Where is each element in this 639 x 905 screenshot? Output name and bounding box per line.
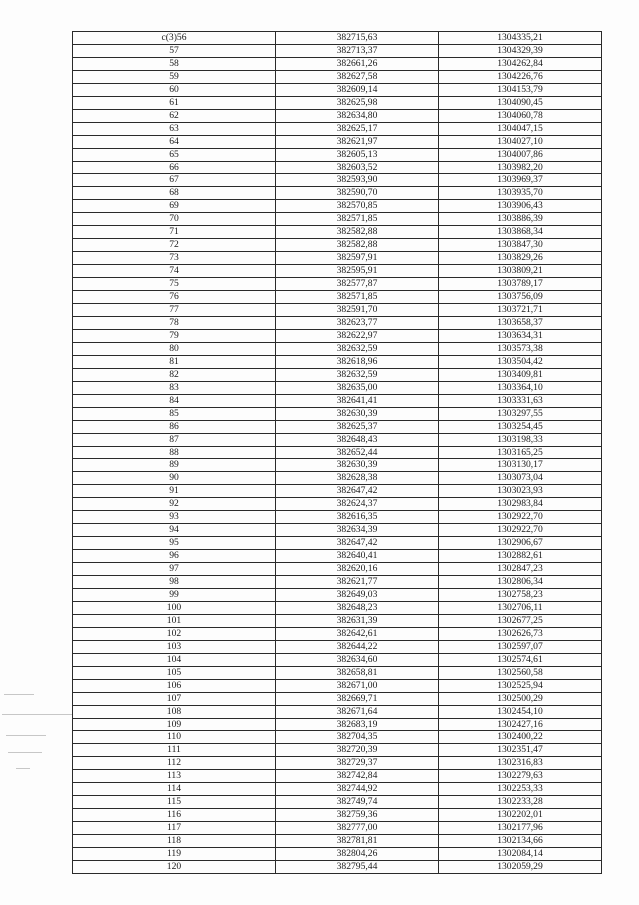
y-coordinate-cell: 1304047,15 [439,122,602,135]
x-coordinate-cell: 382597,91 [276,252,439,265]
point-number-cell: 93 [73,511,276,524]
table-row [73,394,602,407]
x-coordinate-cell: 382647,42 [276,537,439,550]
table-row [73,433,602,446]
x-coordinate-cell: 382595,91 [276,265,439,278]
point-number-cell: 113 [73,770,276,783]
table-row [73,109,602,122]
point-number-cell: 84 [73,394,276,407]
y-coordinate-cell: 1303634,31 [439,329,602,342]
x-coordinate-cell: 382658,81 [276,666,439,679]
y-coordinate-cell: 1303868,34 [439,226,602,239]
point-number-cell: 91 [73,485,276,498]
x-coordinate-cell: 382777,00 [276,822,439,835]
x-coordinate-cell: 382630,39 [276,459,439,472]
table-row [73,640,602,653]
x-coordinate-cell: 382781,81 [276,835,439,848]
table-row [73,265,602,278]
table-row [73,731,602,744]
table-row [73,122,602,135]
point-number-cell: 72 [73,239,276,252]
y-coordinate-cell: 1303721,71 [439,304,602,317]
table-row [73,368,602,381]
point-number-cell: 67 [73,174,276,187]
x-coordinate-cell: 382621,97 [276,135,439,148]
table-row [73,588,602,601]
x-coordinate-cell: 382652,44 [276,446,439,459]
y-coordinate-cell: 1302597,07 [439,640,602,653]
x-coordinate-cell: 382623,77 [276,316,439,329]
point-number-cell: 59 [73,70,276,83]
y-coordinate-cell: 1303809,21 [439,265,602,278]
x-coordinate-cell: 382618,96 [276,355,439,368]
table-row [73,213,602,226]
table-row [73,692,602,705]
x-coordinate-cell: 382715,63 [276,32,439,45]
y-coordinate-cell: 1303906,43 [439,200,602,213]
point-number-cell: 73 [73,252,276,265]
y-coordinate-cell: 1304329,39 [439,44,602,57]
y-coordinate-cell: 1302806,34 [439,576,602,589]
x-coordinate-cell: 382671,64 [276,705,439,718]
x-coordinate-cell: 382631,39 [276,614,439,627]
point-number-cell: 75 [73,278,276,291]
point-number-cell: 109 [73,718,276,731]
point-number-cell: 101 [73,614,276,627]
point-number-cell: 87 [73,433,276,446]
point-number-cell: 115 [73,796,276,809]
table-row [73,446,602,459]
x-coordinate-cell: 382621,77 [276,576,439,589]
point-number-cell: с(3)56 [73,32,276,45]
y-coordinate-cell: 1303331,63 [439,394,602,407]
x-coordinate-cell: 382683,19 [276,718,439,731]
y-coordinate-cell: 1302560,58 [439,666,602,679]
y-coordinate-cell: 1303573,38 [439,342,602,355]
point-number-cell: 103 [73,640,276,653]
table-row [73,550,602,563]
y-coordinate-cell: 1304335,21 [439,32,602,45]
point-number-cell: 112 [73,757,276,770]
table-row [73,200,602,213]
point-number-cell: 95 [73,537,276,550]
x-coordinate-cell: 382669,71 [276,692,439,705]
table-row [73,316,602,329]
scan-artifact [4,694,34,695]
point-number-cell: 60 [73,83,276,96]
point-number-cell: 90 [73,472,276,485]
x-coordinate-cell: 382622,97 [276,329,439,342]
x-coordinate-cell: 382647,42 [276,485,439,498]
point-number-cell: 81 [73,355,276,368]
table-row [73,161,602,174]
x-coordinate-cell: 382590,70 [276,187,439,200]
x-coordinate-cell: 382625,17 [276,122,439,135]
y-coordinate-cell: 1302202,01 [439,809,602,822]
scan-artifact [8,752,42,753]
x-coordinate-cell: 382644,22 [276,640,439,653]
y-coordinate-cell: 1302134,66 [439,835,602,848]
table-row [73,796,602,809]
point-number-cell: 68 [73,187,276,200]
y-coordinate-cell: 1304262,84 [439,57,602,70]
table-row [73,459,602,472]
y-coordinate-cell: 1302906,67 [439,537,602,550]
y-coordinate-cell: 1304027,10 [439,135,602,148]
point-number-cell: 74 [73,265,276,278]
table-row [73,718,602,731]
table-row [73,563,602,576]
point-number-cell: 89 [73,459,276,472]
point-number-cell: 111 [73,744,276,757]
x-coordinate-cell: 382571,85 [276,291,439,304]
y-coordinate-cell: 1302253,33 [439,783,602,796]
x-coordinate-cell: 382641,41 [276,394,439,407]
x-coordinate-cell: 382744,92 [276,783,439,796]
x-coordinate-cell: 382795,44 [276,861,439,874]
x-coordinate-cell: 382625,98 [276,96,439,109]
table-row [73,44,602,57]
x-coordinate-cell: 382628,38 [276,472,439,485]
table-row [73,83,602,96]
x-coordinate-cell: 382582,88 [276,226,439,239]
point-number-cell: 92 [73,498,276,511]
y-coordinate-cell: 1303130,17 [439,459,602,472]
point-number-cell: 94 [73,524,276,537]
x-coordinate-cell: 382634,60 [276,653,439,666]
coordinates-table-body [73,32,602,874]
y-coordinate-cell: 1302706,11 [439,601,602,614]
point-number-cell: 99 [73,588,276,601]
y-coordinate-cell: 1303935,70 [439,187,602,200]
y-coordinate-cell: 1303658,37 [439,316,602,329]
point-number-cell: 58 [73,57,276,70]
y-coordinate-cell: 1303829,26 [439,252,602,265]
table-row [73,835,602,848]
table-row [73,524,602,537]
y-coordinate-cell: 1303789,17 [439,278,602,291]
y-coordinate-cell: 1302882,61 [439,550,602,563]
x-coordinate-cell: 382661,26 [276,57,439,70]
table-row [73,148,602,161]
y-coordinate-cell: 1302983,84 [439,498,602,511]
point-number-cell: 78 [73,316,276,329]
x-coordinate-cell: 382591,70 [276,304,439,317]
table-row [73,770,602,783]
x-coordinate-cell: 382630,39 [276,407,439,420]
x-coordinate-cell: 382609,14 [276,83,439,96]
point-number-cell: 105 [73,666,276,679]
y-coordinate-cell: 1303073,04 [439,472,602,485]
y-coordinate-cell: 1303297,55 [439,407,602,420]
y-coordinate-cell: 1302177,96 [439,822,602,835]
y-coordinate-cell: 1302454,10 [439,705,602,718]
x-coordinate-cell: 382635,00 [276,381,439,394]
x-coordinate-cell: 382634,80 [276,109,439,122]
point-number-cell: 57 [73,44,276,57]
y-coordinate-cell: 1302922,70 [439,524,602,537]
table-row [73,614,602,627]
y-coordinate-cell: 1303756,09 [439,291,602,304]
y-coordinate-cell: 1304090,45 [439,96,602,109]
table-row [73,329,602,342]
x-coordinate-cell: 382759,36 [276,809,439,822]
y-coordinate-cell: 1302922,70 [439,511,602,524]
point-number-cell: 70 [73,213,276,226]
y-coordinate-cell: 1304226,76 [439,70,602,83]
y-coordinate-cell: 1303847,30 [439,239,602,252]
point-number-cell: 120 [73,861,276,874]
table-row [73,70,602,83]
point-number-cell: 77 [73,304,276,317]
table-row [73,809,602,822]
table-row [73,57,602,70]
table-row [73,187,602,200]
point-number-cell: 88 [73,446,276,459]
table-row [73,96,602,109]
x-coordinate-cell: 382571,85 [276,213,439,226]
x-coordinate-cell: 382649,03 [276,588,439,601]
x-coordinate-cell: 382634,39 [276,524,439,537]
y-coordinate-cell: 1303364,10 [439,381,602,394]
table-row [73,498,602,511]
x-coordinate-cell: 382624,37 [276,498,439,511]
x-coordinate-cell: 382625,37 [276,420,439,433]
point-number-cell: 110 [73,731,276,744]
x-coordinate-cell: 382605,13 [276,148,439,161]
x-coordinate-cell: 382749,74 [276,796,439,809]
x-coordinate-cell: 382627,58 [276,70,439,83]
point-number-cell: 63 [73,122,276,135]
table-row [73,783,602,796]
x-coordinate-cell: 382704,35 [276,731,439,744]
point-number-cell: 76 [73,291,276,304]
y-coordinate-cell: 1302427,16 [439,718,602,731]
y-coordinate-cell: 1302233,28 [439,796,602,809]
y-coordinate-cell: 1302400,22 [439,731,602,744]
y-coordinate-cell: 1302279,63 [439,770,602,783]
point-number-cell: 117 [73,822,276,835]
point-number-cell: 102 [73,627,276,640]
table-row [73,576,602,589]
table-row [73,511,602,524]
x-coordinate-cell: 382570,85 [276,200,439,213]
table-row [73,239,602,252]
point-number-cell: 62 [73,109,276,122]
point-number-cell: 97 [73,563,276,576]
x-coordinate-cell: 382582,88 [276,239,439,252]
table-row [73,342,602,355]
point-number-cell: 71 [73,226,276,239]
table-row [73,744,602,757]
x-coordinate-cell: 382616,35 [276,511,439,524]
point-number-cell: 119 [73,848,276,861]
table-row [73,304,602,317]
table-row [73,32,602,45]
scan-artifact [16,768,30,769]
point-number-cell: 61 [73,96,276,109]
y-coordinate-cell: 1304007,86 [439,148,602,161]
point-number-cell: 104 [73,653,276,666]
y-coordinate-cell: 1304060,78 [439,109,602,122]
point-number-cell: 85 [73,407,276,420]
table-row [73,135,602,148]
y-coordinate-cell: 1302084,14 [439,848,602,861]
x-coordinate-cell: 382632,59 [276,342,439,355]
table-row [73,381,602,394]
point-number-cell: 100 [73,601,276,614]
point-number-cell: 86 [73,420,276,433]
point-number-cell: 108 [73,705,276,718]
table-row [73,291,602,304]
table-row [73,407,602,420]
x-coordinate-cell: 382648,23 [276,601,439,614]
point-number-cell: 114 [73,783,276,796]
x-coordinate-cell: 382804,26 [276,848,439,861]
y-coordinate-cell: 1303165,25 [439,446,602,459]
scan-artifact [2,714,72,715]
table-row [73,653,602,666]
y-coordinate-cell: 1302525,94 [439,679,602,692]
y-coordinate-cell: 1302847,23 [439,563,602,576]
table-row [73,627,602,640]
y-coordinate-cell: 1302677,25 [439,614,602,627]
table-row [73,822,602,835]
y-coordinate-cell: 1303409,81 [439,368,602,381]
table-row [73,757,602,770]
x-coordinate-cell: 382742,84 [276,770,439,783]
y-coordinate-cell: 1302059,29 [439,861,602,874]
x-coordinate-cell: 382729,37 [276,757,439,770]
x-coordinate-cell: 382713,37 [276,44,439,57]
table-row [73,679,602,692]
y-coordinate-cell: 1303254,45 [439,420,602,433]
x-coordinate-cell: 382671,00 [276,679,439,692]
y-coordinate-cell: 1303969,37 [439,174,602,187]
y-coordinate-cell: 1302758,23 [439,588,602,601]
table-row [73,601,602,614]
point-number-cell: 96 [73,550,276,563]
table-row [73,861,602,874]
y-coordinate-cell: 1303504,42 [439,355,602,368]
point-number-cell: 98 [73,576,276,589]
point-number-cell: 107 [73,692,276,705]
table-row [73,537,602,550]
table-row [73,472,602,485]
x-coordinate-cell: 382642,61 [276,627,439,640]
point-number-cell: 64 [73,135,276,148]
x-coordinate-cell: 382632,59 [276,368,439,381]
y-coordinate-cell: 1302351,47 [439,744,602,757]
y-coordinate-cell: 1303198,33 [439,433,602,446]
x-coordinate-cell: 382640,41 [276,550,439,563]
table-row [73,174,602,187]
x-coordinate-cell: 382593,90 [276,174,439,187]
coordinates-table [72,31,602,874]
scan-artifact [6,735,46,736]
y-coordinate-cell: 1303982,20 [439,161,602,174]
x-coordinate-cell: 382648,43 [276,433,439,446]
table-row [73,666,602,679]
table-row [73,485,602,498]
point-number-cell: 82 [73,368,276,381]
x-coordinate-cell: 382720,39 [276,744,439,757]
y-coordinate-cell: 1303023,93 [439,485,602,498]
x-coordinate-cell: 382577,87 [276,278,439,291]
y-coordinate-cell: 1302626,73 [439,627,602,640]
table-row [73,355,602,368]
y-coordinate-cell: 1304153,79 [439,83,602,96]
point-number-cell: 80 [73,342,276,355]
point-number-cell: 106 [73,679,276,692]
table-row [73,252,602,265]
y-coordinate-cell: 1302316,83 [439,757,602,770]
table-row [73,420,602,433]
point-number-cell: 66 [73,161,276,174]
y-coordinate-cell: 1303886,39 [439,213,602,226]
point-number-cell: 116 [73,809,276,822]
table-row [73,705,602,718]
y-coordinate-cell: 1302574,61 [439,653,602,666]
table-row [73,278,602,291]
point-number-cell: 79 [73,329,276,342]
point-number-cell: 118 [73,835,276,848]
x-coordinate-cell: 382620,16 [276,563,439,576]
table-row [73,848,602,861]
x-coordinate-cell: 382603,52 [276,161,439,174]
y-coordinate-cell: 1302500,29 [439,692,602,705]
point-number-cell: 65 [73,148,276,161]
point-number-cell: 83 [73,381,276,394]
table-row [73,226,602,239]
point-number-cell: 69 [73,200,276,213]
